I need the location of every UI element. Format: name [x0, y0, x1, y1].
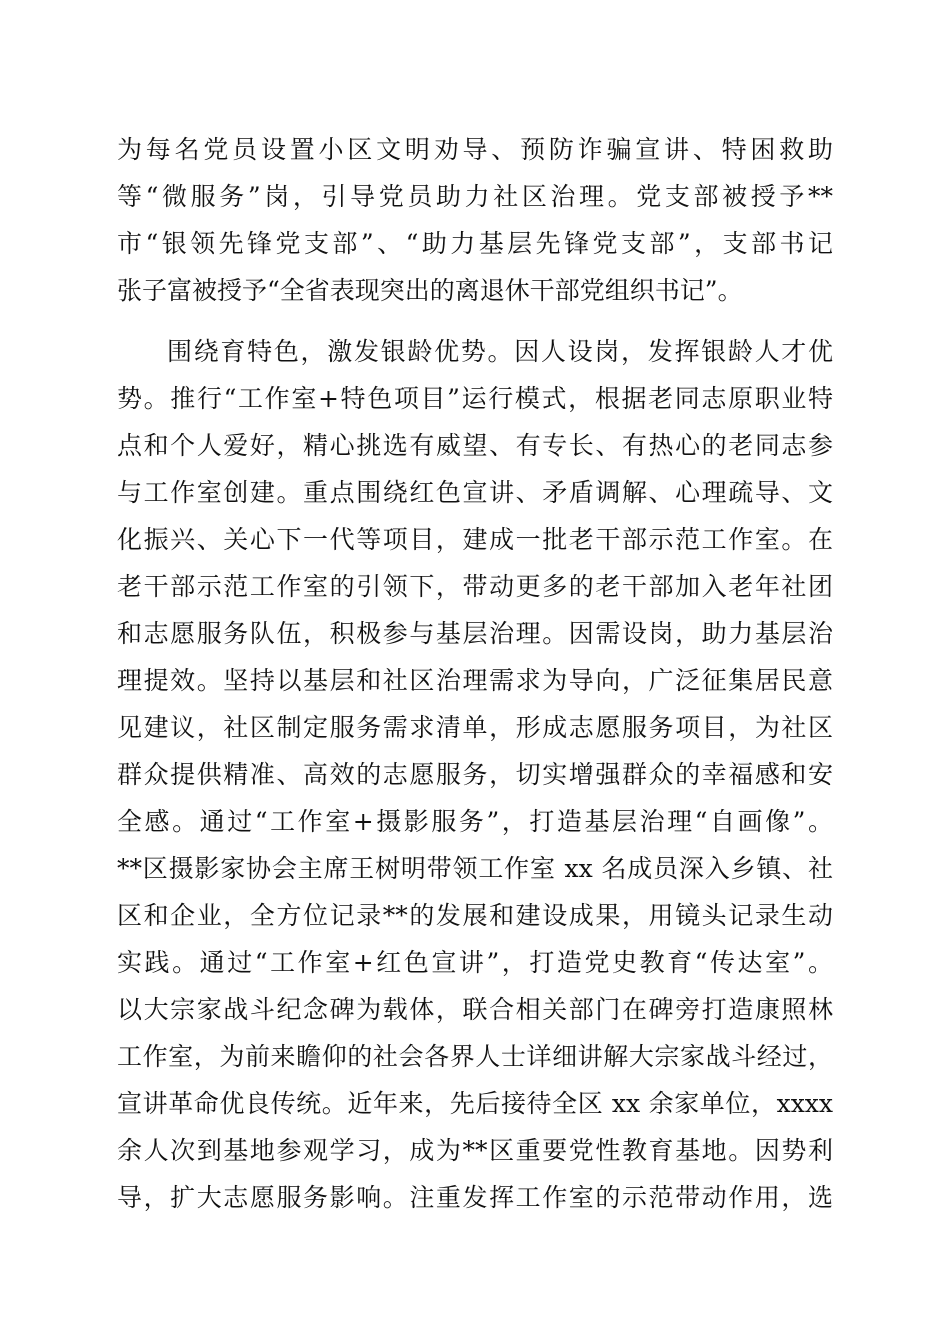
- text-line: **区摄影家协会主席王树明带领工作室 xx 名成员深入乡镇、社: [117, 854, 833, 883]
- text-line: 全感。通过“工作室+摄影服务”，打造基层治理“自画像”。: [117, 807, 833, 836]
- text-line: 点和个人爱好，精心挑选有威望、有专长、有热心的老同志参: [117, 431, 833, 460]
- text-line: 张子富被授予“全省表现突出的离退休干部党组织书记”。: [117, 276, 743, 305]
- text-line: 余人次到基地参观学习，成为**区重要党性教育基地。因势利: [117, 1136, 833, 1165]
- paragraph-spacing: [117, 314, 833, 328]
- text-line: 导，扩大志愿服务影响。注重发挥工作室的示范带动作用，选: [117, 1183, 833, 1212]
- text-line: 市“银领先锋党支部”、“助力基层先锋党支部”，支部书记: [117, 229, 833, 258]
- text-line: 理提效。坚持以基层和社区治理需求为导向，广泛征集居民意: [117, 666, 833, 695]
- text-line: 见建议，社区制定服务需求清单，形成志愿服务项目，为社区: [117, 713, 833, 742]
- text-line: 为每名党员设置小区文明劝导、预防诈骗宣讲、特困救助: [117, 135, 833, 164]
- text-line: 和志愿服务队伍，积极参与基层治理。因需设岗，助力基层治: [117, 619, 833, 648]
- text-line: 实践。通过“工作室+红色宣讲”，打造党史教育“传达室”。: [117, 948, 833, 977]
- paragraph-2: [117, 328, 833, 1221]
- text-line: 宣讲革命优良传统。近年来，先后接待全区 xx 余家单位，xxxx: [117, 1089, 833, 1118]
- text-line: 等“微服务”岗，引导党员助力社区治理。党支部被授予**: [117, 182, 833, 211]
- paragraph-1: [117, 126, 833, 314]
- text-line: 老干部示范工作室的引领下，带动更多的老干部加入老年社团: [117, 572, 833, 601]
- text-line: 以大宗家战斗纪念碑为载体，联合相关部门在碑旁打造康照林: [117, 995, 833, 1024]
- text-line: 群众提供精准、高效的志愿服务，切实增强群众的幸福感和安: [117, 760, 833, 789]
- text-line: 围绕育特色，激发银龄优势。因人设岗，发挥银龄人才优: [167, 337, 833, 366]
- document-body: [117, 126, 833, 1221]
- text-line: 与工作室创建。重点围绕红色宣讲、矛盾调解、心理疏导、文: [117, 478, 833, 507]
- text-line: 势。推行“工作室+特色项目”运行模式，根据老同志原职业特: [117, 384, 833, 413]
- text-line: 化振兴、关心下一代等项目，建成一批老干部示范工作室。在: [117, 525, 833, 554]
- text-line: 工作室，为前来瞻仰的社会各界人士详细讲解大宗家战斗经过，: [117, 1042, 833, 1071]
- text-line: 区和企业，全方位记录**的发展和建设成果，用镜头记录生动: [117, 901, 833, 930]
